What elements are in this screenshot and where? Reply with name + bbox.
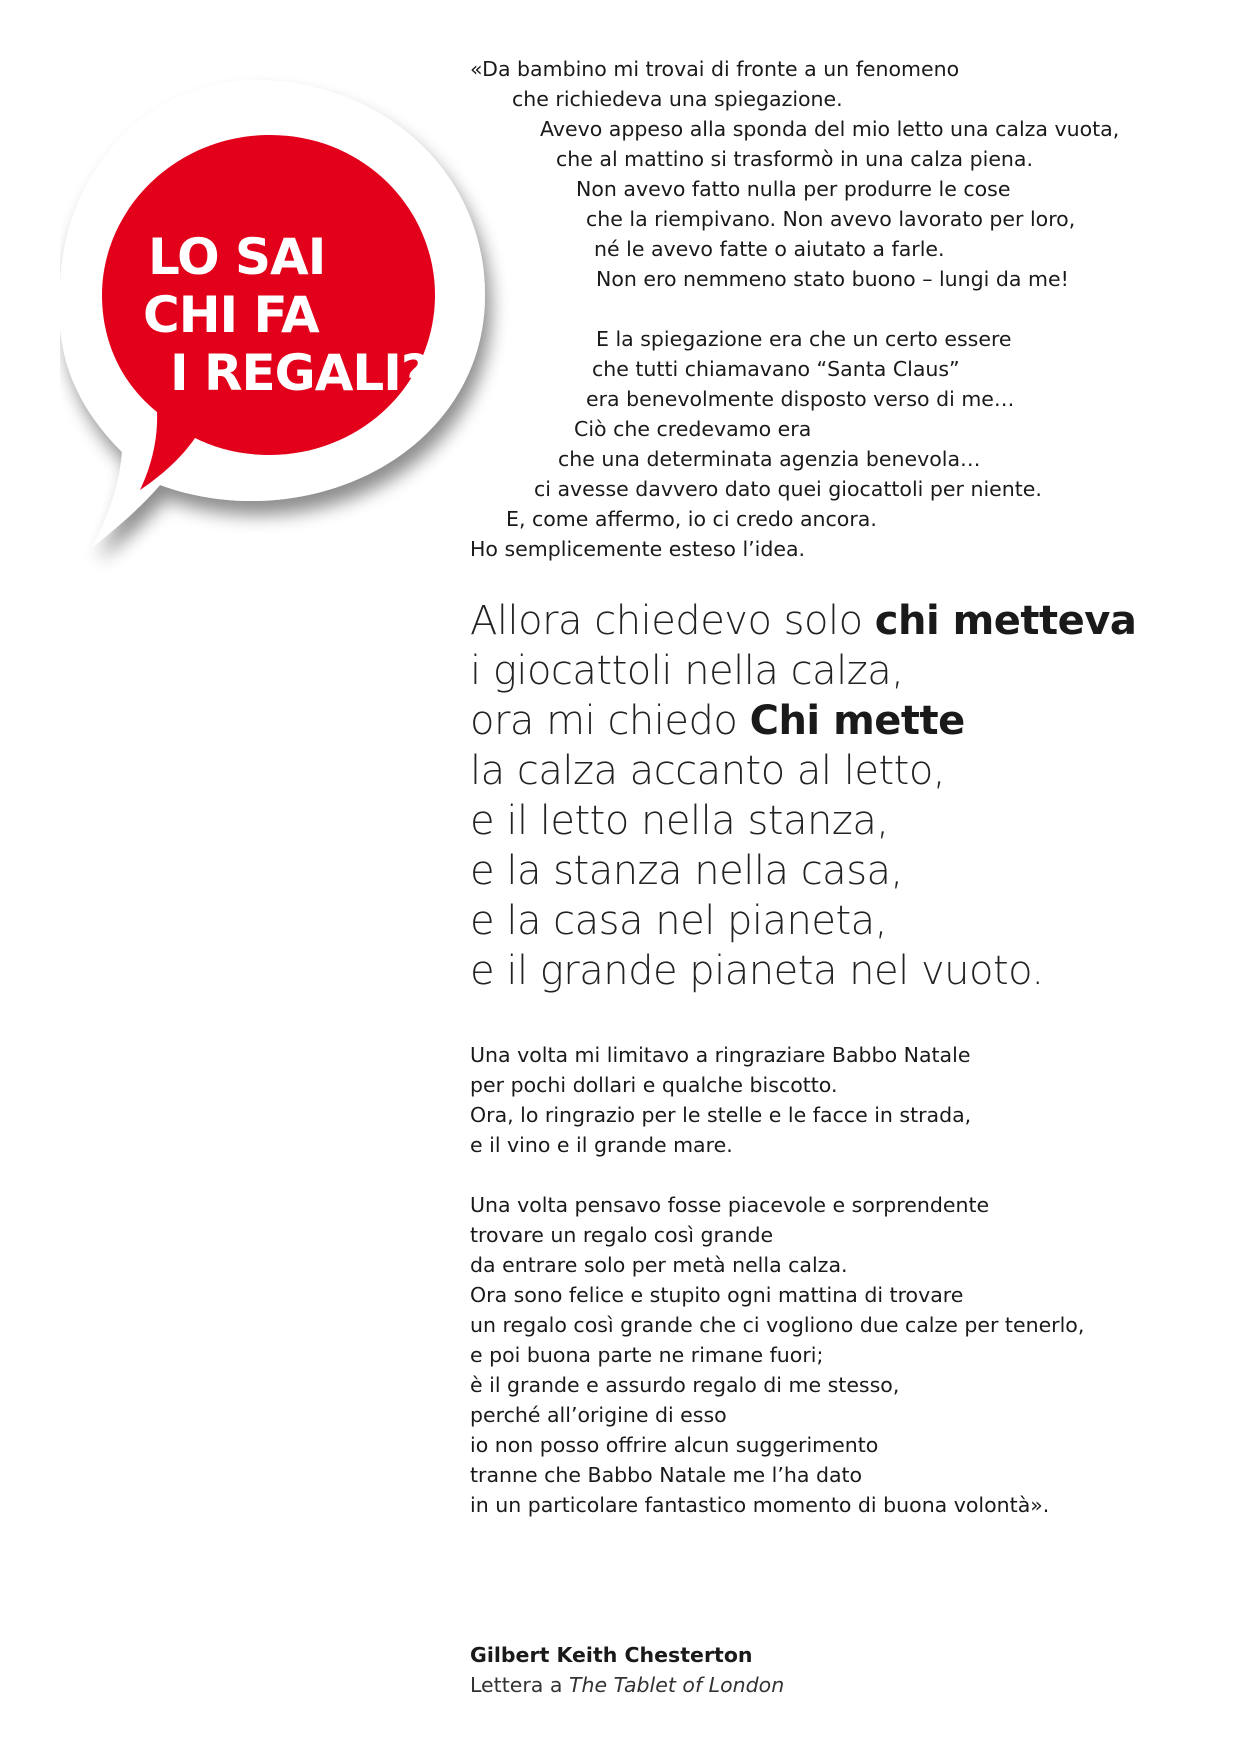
verse-line: la calza accanto al letto, [470, 748, 946, 794]
quote-line: E la spiegazione era che un certo essere [596, 327, 1012, 351]
verse-text: ora mi chiedo [470, 698, 750, 744]
paragraph-line: un regalo così grande che ci vogliono due calze per tenerlo, [470, 1313, 1085, 1337]
source-citation [470, 1670, 784, 1700]
source-prefix: Lettera a [470, 1673, 569, 1697]
quote-line: Non ero nemmeno stato buono – lungi da me! [596, 267, 1069, 291]
quote-line: ci avesse davvero dato quei giocattoli per niente. [534, 477, 1042, 501]
stanza-gap [470, 294, 1190, 324]
headline-line-1: LO SAI [148, 228, 326, 286]
quote-line: che tutti chiamavano “Santa Claus” [592, 357, 960, 381]
quote-line: che la riempivano. Non avevo lavorato per loro, [586, 207, 1076, 231]
paragraph-line: Ora, lo ringrazio per le stelle e le facce in strada, [470, 1103, 972, 1127]
paragraph-line: Una volta mi limitavo a ringraziare Babbo Natale [470, 1043, 971, 1067]
verse-emphasis: Chi mette [749, 698, 965, 744]
verse-emphasis: chi metteva [874, 598, 1137, 644]
quote-line: che una determinata agenzia benevola… [558, 447, 981, 471]
paragraph-line: perché all’origine di esso [470, 1403, 727, 1427]
verse-line: e il grande pianeta nel vuoto. [470, 948, 1044, 994]
verse-line: e la stanza nella casa, [470, 848, 903, 894]
verse-text: Allora chiedevo solo [470, 598, 875, 644]
quote-line: Ho semplicemente esteso l’idea. [470, 537, 806, 561]
paragraph-line: tranne che Babbo Natale me l’ha dato [470, 1463, 863, 1487]
paragraph-line: e poi buona parte ne rimane fuori; [470, 1343, 824, 1367]
quote-line: che al mattino si trasformò in una calza piena. [556, 147, 1034, 171]
source-title: The Tablet of London [568, 1673, 785, 1697]
paragraph-line: e il vino e il grande mare. [470, 1133, 733, 1157]
paragraph-line: Una volta pensavo fosse piacevole e sorprendente [470, 1193, 990, 1217]
quote-line: E, come affermo, io ci credo ancora. [506, 507, 877, 531]
paragraph-line: da entrare solo per metà nella calza. [470, 1253, 848, 1277]
headline-line-3: I REGALI? [170, 344, 429, 402]
central-verse [470, 596, 1210, 996]
paragraph-line: trovare un regalo così grande [470, 1223, 774, 1247]
quote-line: era benevolmente disposto verso di me… [586, 387, 1015, 411]
paragraph-thanks [470, 1040, 1190, 1160]
quote-line: «Da bambino mi trovai di fronte a un fenomeno [470, 57, 960, 81]
paragraph-line: per pochi dollari e qualche biscotto. [470, 1073, 838, 1097]
paragraph-line: Ora sono felice e stupito ogni mattina di trovare [470, 1283, 964, 1307]
quote-line: Ciò che credevamo era [574, 417, 812, 441]
headline-line-2: CHI FA [143, 286, 319, 344]
author-name: Gilbert Keith Chesterton [470, 1643, 753, 1667]
quote-line: Avevo appeso alla sponda del mio letto una calza vuota, [540, 117, 1120, 141]
quote-line: che richiedeva una spiegazione. [512, 87, 843, 111]
verse-line [470, 696, 1210, 746]
paragraph-line: in un particolare fantastico momento di buona volontà». [470, 1493, 1050, 1517]
quote-line: Non avevo fatto nulla per produrre le cose [576, 177, 1011, 201]
quote-line: né le avevo fatte o aiutato a farle. [594, 237, 945, 261]
verse-line: i giocattoli nella calza, [470, 648, 904, 694]
opening-quote [470, 54, 1190, 564]
paragraph-line: io non posso offrire alcun suggerimento [470, 1433, 879, 1457]
verse-line: e il letto nella stanza, [470, 798, 889, 844]
verse-line: e la casa nel pianeta, [470, 898, 887, 944]
paragraph-line: è il grande e assurdo regalo di me stesso, [470, 1373, 900, 1397]
paragraph-gift [470, 1190, 1190, 1520]
verse-line [470, 596, 1210, 646]
headline [143, 228, 429, 402]
